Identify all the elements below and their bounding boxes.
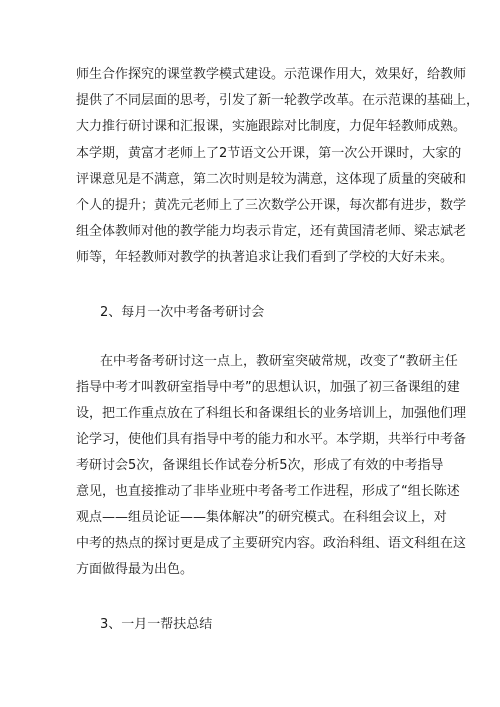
paragraph-2-line: 意见，也直接推动了非毕业班中考备考工作进程，形成了“组长陈述 (76, 484, 460, 499)
paragraph-1-line: 评课意见是不满意，第二次时则是较为满意，这体现了质量的突破和 (76, 172, 467, 187)
paragraph-2-line: 设，把工作重点放在了科组长和备课组长的业务培训上，加强他们理 (76, 406, 467, 421)
section-heading-2: 2、每月一次中考备考研讨会 (100, 305, 265, 320)
paragraph-2-line: 中考的热点的探讨更是成了主要研究内容。政治科组、语文科组在这 (76, 536, 467, 551)
paragraph-1-line: 大力推行研讨课和汇报课，实施跟踪对比制度，力促年轻教师成熟。 (76, 119, 467, 134)
paragraph-1-line: 本学期，黄富才老师上了2节语文公开课，第一次公开课时，大家的 (76, 146, 462, 161)
paragraph-2-line: 考研讨会5次，备课组长作试卷分析5次，形成了有效的中考指导 (76, 458, 444, 473)
paragraph-1-line: 提供了不同层面的思考，引发了新一轮教学改革。在示范课的基础上， (76, 93, 480, 108)
paragraph-1-line: 组全体教师对他的教学能力均表示肯定，还有黄国清老师、梁志斌老 (76, 224, 467, 239)
paragraph-2-line: 方面做得最为出色。 (76, 562, 194, 577)
paragraph-1-line: 个人的提升；黄冼元老师上了三次数学公开课，每次都有进步，数学 (76, 198, 467, 213)
paragraph-2-line: 论学习，使他们具有指导中考的能力和水平。本学期，共举行中考备 (76, 432, 467, 447)
paragraph-1-line: 师等，年轻教师对教学的执著追求让我们看到了学校的大好未来。 (76, 250, 454, 265)
paragraph-2-line: 观点——组员论证——集体解决”的研究模式。在科组会议上，对 (76, 510, 447, 525)
paragraph-1-line: 师生合作探究的课堂教学模式建设。示范课作用大，效果好，给教师 (76, 67, 467, 82)
paragraph-2-line: 指导中考才叫教研室指导中考”的思想认识，加强了初三备课组的建 (76, 380, 460, 395)
paragraph-2-line: 在中考备考研讨这一点上，教研室突破常规，改变了“教研主任 (100, 354, 458, 369)
section-heading-3: 3、一月一帮扶总结 (100, 617, 213, 632)
